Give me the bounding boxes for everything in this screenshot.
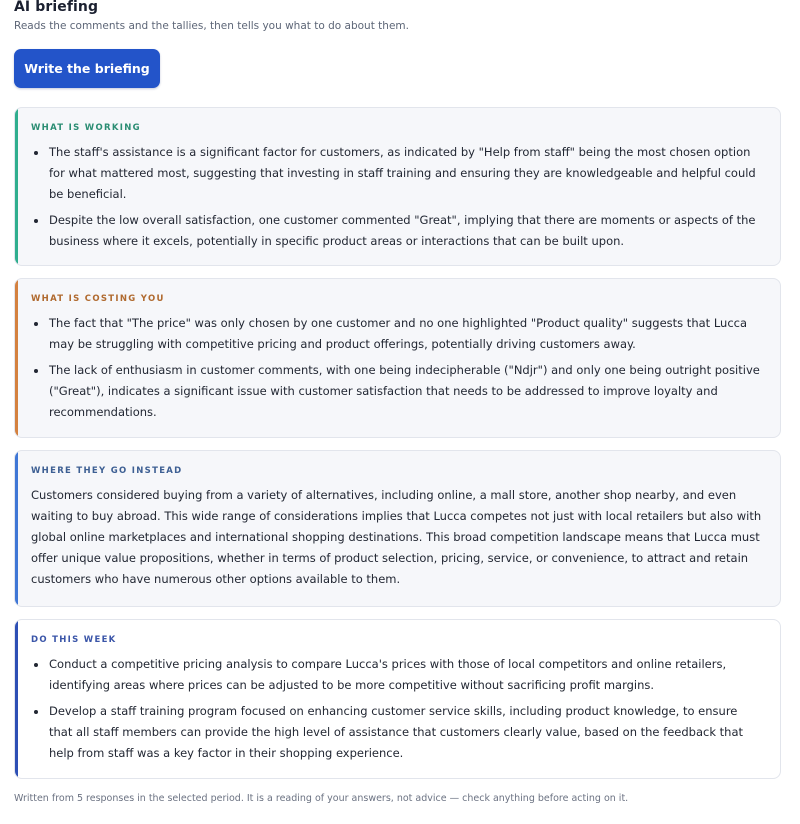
list-item: Develop a staff training program focused on enhancing customer service skills, including product knowledge, to ensure that all staff members can provide the high level of assistance that customers clearly value, based on the feedback that help from staff was a key factor in their shopping experience.: [31, 701, 762, 764]
card-heading: WHERE THEY GO INSTEAD: [31, 466, 183, 476]
do-this-week-card: [14, 619, 781, 779]
write-briefing-button[interactable]: Write the briefing: [14, 49, 160, 88]
card-body: Customers considered buying from a variety of alternatives, including online, a mall store, another shop nearby, and even waiting to buy abroad. This wide range of considerations implies that Lucca competes not just with local retailers but also with global online marketplaces and international shopping destinations. This broad competition landscape means that Lucca must offer unique value propositions, whether in terms of product selection, pricing, service, or convenience, to attract and retain customers who have numerous other options available to them.: [31, 488, 762, 586]
panel-title: AI briefing: [14, 0, 99, 15]
what-is-costing-you-card: [14, 278, 781, 438]
list-item: Conduct a competitive pricing analysis to compare Lucca's prices with those of local competitors and online retailers, identifying areas where prices can be adjusted to be more competitive without sacrificing profit margins.: [31, 654, 762, 696]
list-item: The fact that "The price" was only chosen by one customer and no one highlighted "Product quality" suggests that Lucca may be struggling with competitive pricing and product offerings, potentially driving customers away.: [31, 313, 762, 355]
card-heading: WHAT IS COSTING YOU: [31, 294, 165, 304]
bullet-list: [31, 654, 762, 764]
panel-subtitle: Reads the comments and the tallies, then tells you what to do about them.: [14, 20, 409, 32]
where-they-go-instead-card: [14, 450, 781, 607]
list-item: The staff's assistance is a significant factor for customers, as indicated by "Help from staff" being the most chosen option for what mattered most, suggesting that investing in staff training and ensuring they are knowledgeable and helpful could be beneficial.: [31, 142, 762, 205]
bullet-list: [31, 142, 762, 252]
list-item: Despite the low overall satisfaction, one customer commented "Great", implying that there are moments or aspects of the business where it excels, potentially in specific product areas or interactions that can be built upon.: [31, 210, 762, 252]
what-is-working-card: [14, 107, 781, 266]
bullet-list: [31, 313, 762, 423]
disclaimer-note: Written from 5 responses in the selected period. It is a reading of your answers, not advice — check anything before acting on it.: [14, 793, 629, 804]
card-heading: WHAT IS WORKING: [31, 123, 141, 133]
card-heading: DO THIS WEEK: [31, 635, 117, 645]
list-item: The lack of enthusiasm in customer comments, with one being indecipherable ("Ndjr") and only one being outright positive ("Great"), indicates a significant issue with customer satisfaction that needs to be addressed to improve loyalty and recommendations.: [31, 360, 762, 423]
